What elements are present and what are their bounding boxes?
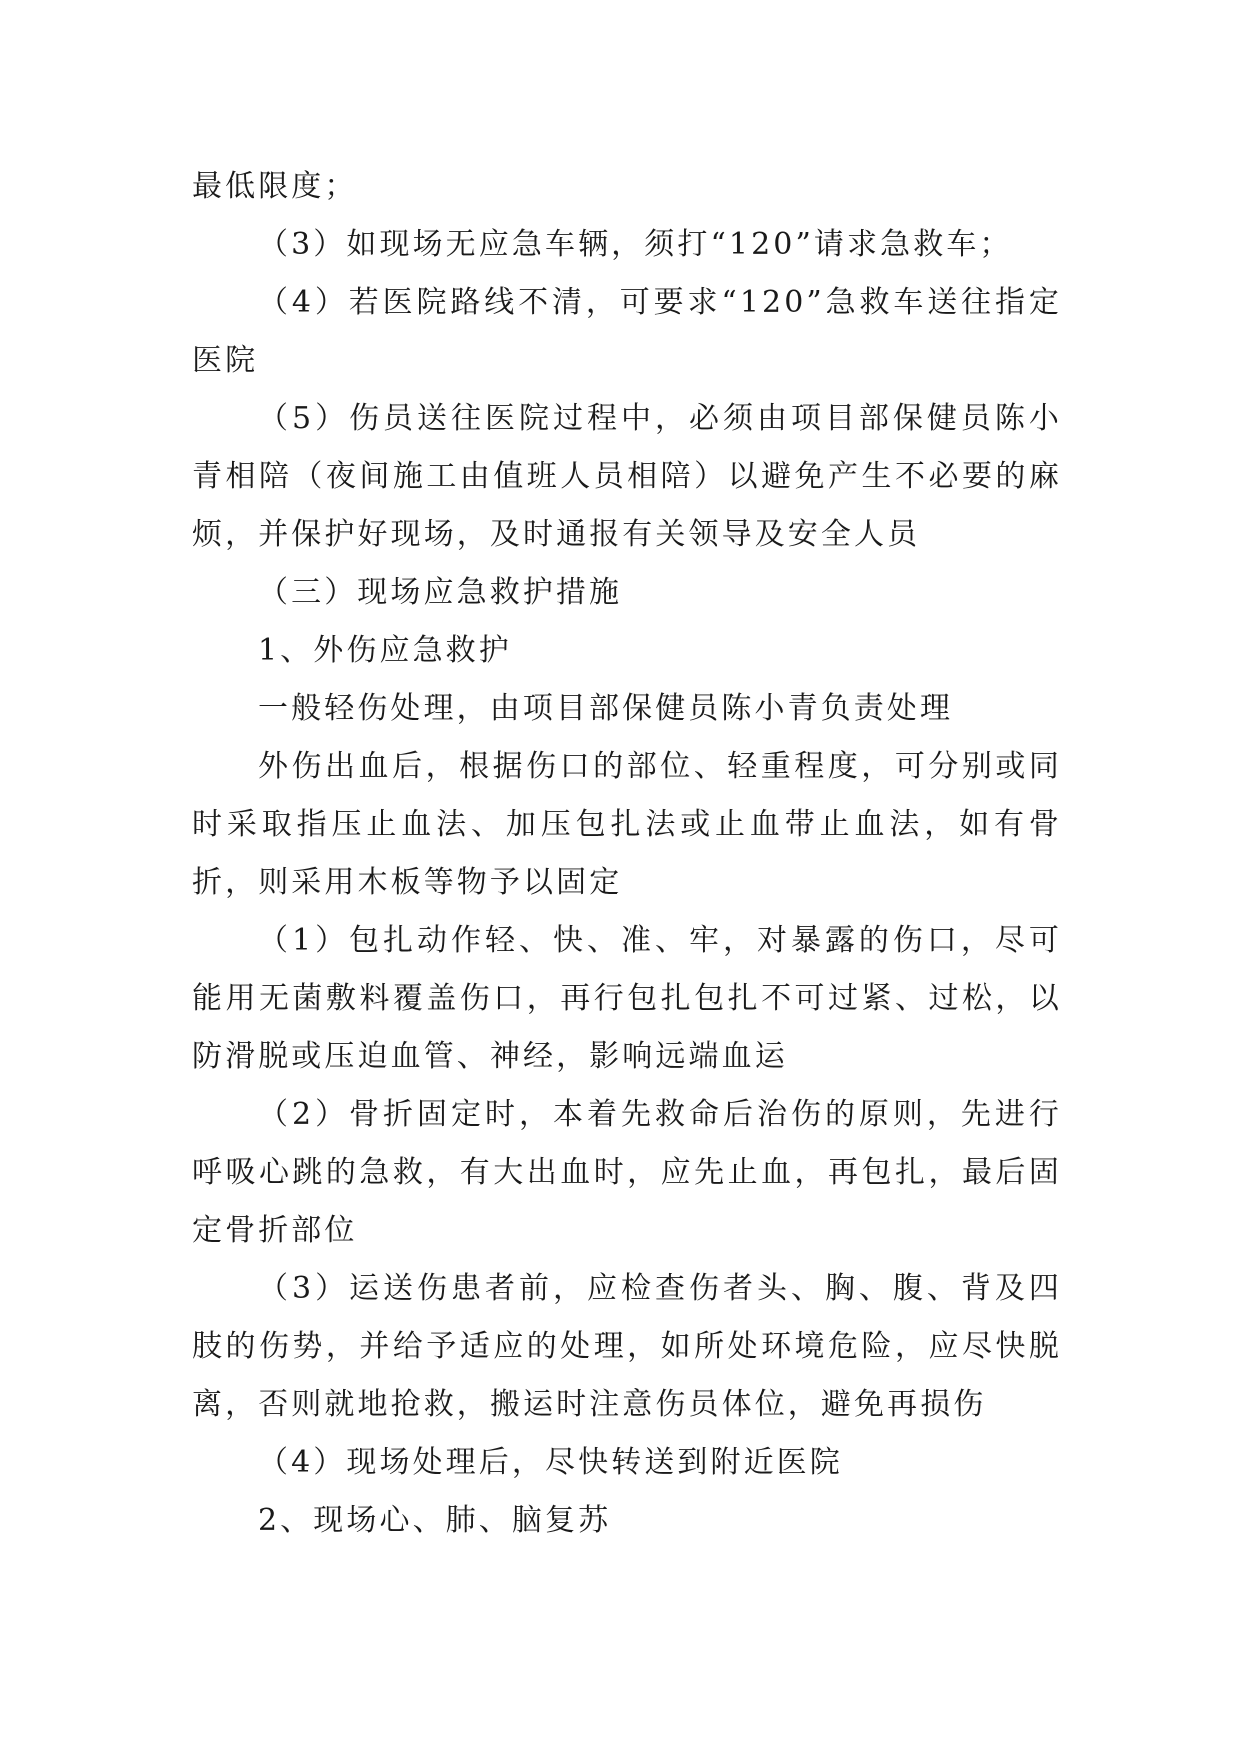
document-body	[192, 158, 1062, 1550]
paragraph-item-4-route: （4）若医院路线不清，可要求“120”急救车送往指定医院	[192, 285, 1062, 378]
paragraph-item-3-ambulance: （3）如现场无应急车辆，须打“120”请求急救车；	[258, 227, 1013, 262]
paragraph-continuation: 最低限度；	[192, 169, 358, 204]
paragraph-item-3-transport: （3）运送伤患者前，应检查伤者头、胸、腹、背及四肢的伤势，并给予适应的处理，如所处环境危险，应尽快脱离，否则就地抢救，搬运时注意伤员体位，避免再损伤	[192, 1271, 1062, 1422]
subheading-cpr: 2、现场心、肺、脑复苏	[258, 1503, 612, 1538]
section-heading-on-site-rescue: （三）现场应急救护措施	[258, 575, 623, 610]
paragraph-item-2-fracture: （2）骨折固定时，本着先救命后治伤的原则，先进行呼吸心跳的急救，有大出血时，应先止血，再包扎，最后固定骨折部位	[192, 1097, 1062, 1248]
paragraph-bleeding-control: 外伤出血后，根据伤口的部位、轻重程度，可分别或同时采取指压止血法、加压包扎法或止血带止血法，如有骨折，则采用木板等物予以固定	[192, 749, 1062, 900]
subheading-trauma-rescue: 1、外伤应急救护	[258, 633, 512, 668]
paragraph-item-1-bandaging: （1）包扎动作轻、快、准、牢，对暴露的伤口，尽可能用无菌敷料覆盖伤口，再行包扎包扎不可过紧、过松，以防滑脱或压迫血管、神经，影响远端血运	[192, 923, 1062, 1074]
paragraph-minor-injury: 一般轻伤处理，由项目部保健员陈小青负责处理	[258, 691, 954, 726]
paragraph-item-4-hospital: （4）现场处理后，尽快转送到附近医院	[258, 1445, 843, 1480]
paragraph-item-5-escort: （5）伤员送往医院过程中，必须由项目部保健员陈小青相陪（夜间施工由值班人员相陪）以避免产生不必要的麻烦，并保护好现场，及时通报有关领导及安全人员	[192, 401, 1062, 552]
